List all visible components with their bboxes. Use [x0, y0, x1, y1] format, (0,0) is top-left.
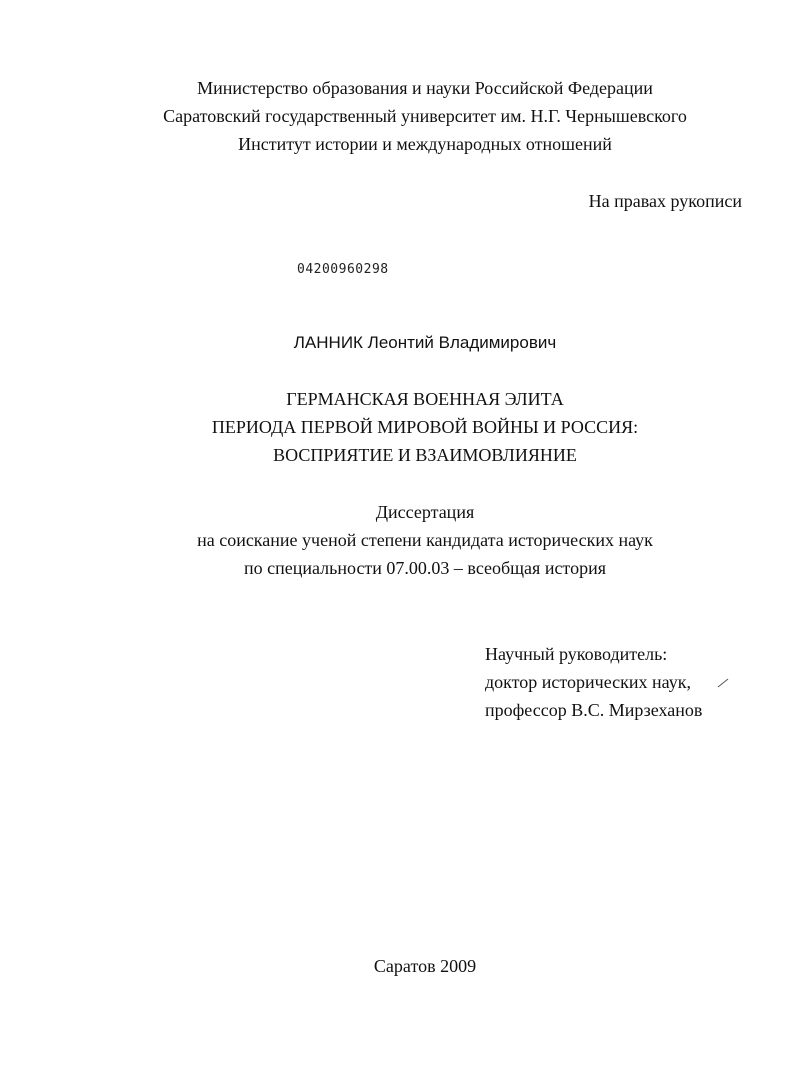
work-type-line-2: на соискание ученой степени кандидата исторических наук	[197, 530, 653, 550]
supervisor-label: Научный руководитель:	[485, 644, 668, 664]
work-type-line-3: по специальности 07.00.03 – всеобщая история	[244, 558, 606, 578]
ministry-line: Министерство образования и науки Российской Федерации	[197, 78, 653, 98]
title-line-3: ВОСПРИЯТИЕ И ВЗАИМОВЛИЯНИЕ	[273, 445, 577, 465]
supervisor-name: профессор В.С. Мирзеханов	[485, 700, 703, 720]
place-year: Саратов 2009	[373, 956, 477, 976]
institute-line: Институт истории и международных отношений	[238, 134, 612, 154]
manuscript-note: На правах рукописи	[588, 191, 742, 211]
registration-number: 04200960298	[297, 262, 389, 277]
title-line-2: ПЕРИОДА ПЕРВОЙ МИРОВОЙ ВОЙНЫ И РОССИЯ:	[211, 417, 639, 437]
pen-mark-icon	[716, 676, 730, 690]
title-line-1: ГЕРМАНСКАЯ ВОЕННАЯ ЭЛИТА	[286, 389, 564, 409]
supervisor-degree: доктор исторических наук,	[485, 672, 691, 692]
university-line: Саратовский государственный университет им. Н.Г. Чернышевского	[163, 106, 687, 126]
work-type-line-1: Диссертация	[375, 502, 475, 522]
author-name: ЛАННИК Леонтий Владимирович	[293, 333, 557, 352]
